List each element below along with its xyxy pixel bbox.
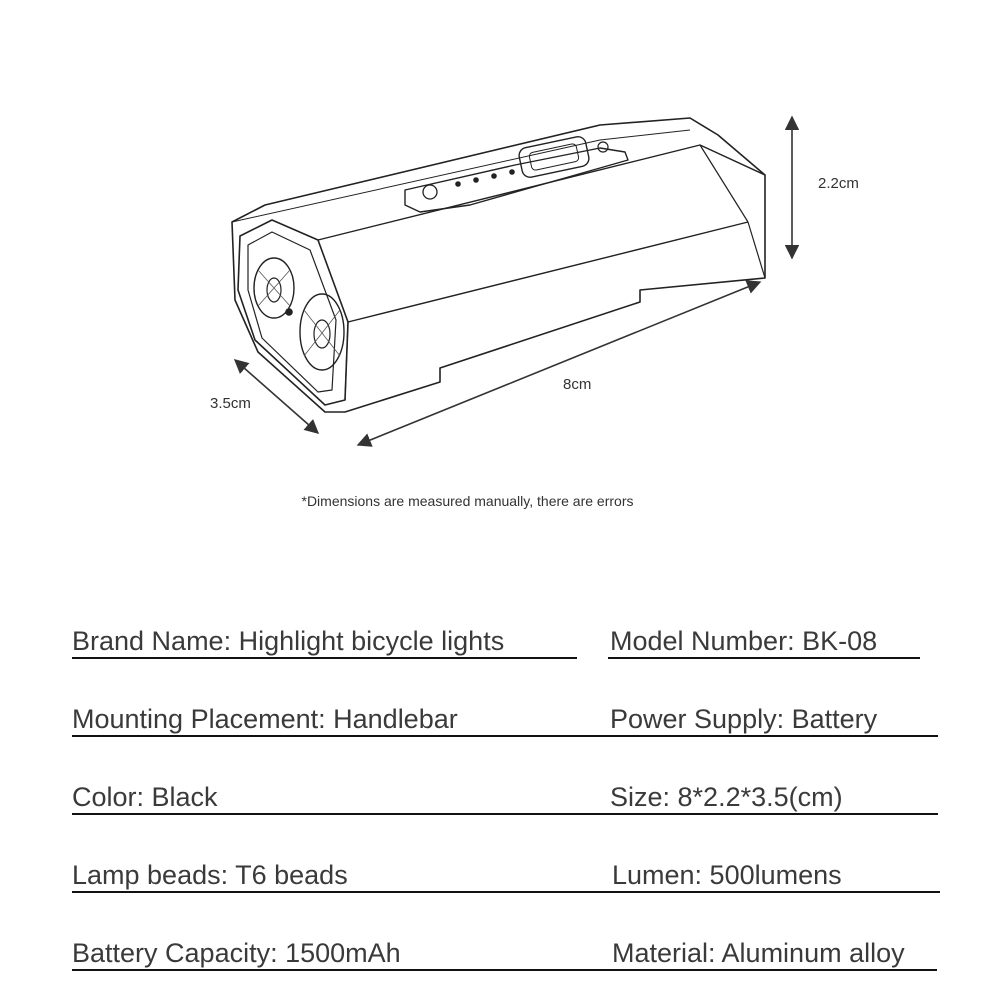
spec-lumen: Lumen: 500lumens <box>612 860 842 890</box>
spec-divider <box>608 657 920 659</box>
spec-mounting: Mounting Placement: Handlebar <box>72 704 458 734</box>
spec-model: Model Number: BK-08 <box>610 626 878 656</box>
spec-color: Color: Black <box>72 782 218 812</box>
length-dimension-arrow <box>358 282 760 445</box>
spec-divider <box>72 891 940 893</box>
spec-battery: Battery Capacity: 1500mAh <box>72 938 401 968</box>
spec-power: Power Supply: Battery <box>610 704 878 734</box>
width-label: 3.5cm <box>210 395 251 412</box>
dimension-note: *Dimensions are measured manually, there are errors <box>301 493 634 509</box>
length-label: 8cm <box>563 376 592 393</box>
spec-divider <box>72 969 937 971</box>
spec-divider <box>72 813 938 815</box>
bike-light-drawing <box>232 118 765 412</box>
spec-material: Material: Aluminum alloy <box>612 938 905 968</box>
spec-divider <box>72 657 577 659</box>
spec-brand: Brand Name: Highlight bicycle lights <box>72 626 505 656</box>
spec-lamp: Lamp beads: T6 beads <box>72 860 348 890</box>
spec-size: Size: 8*2.2*3.5(cm) <box>610 782 843 812</box>
spec-divider <box>72 735 938 737</box>
height-label: 2.2cm <box>818 175 859 192</box>
